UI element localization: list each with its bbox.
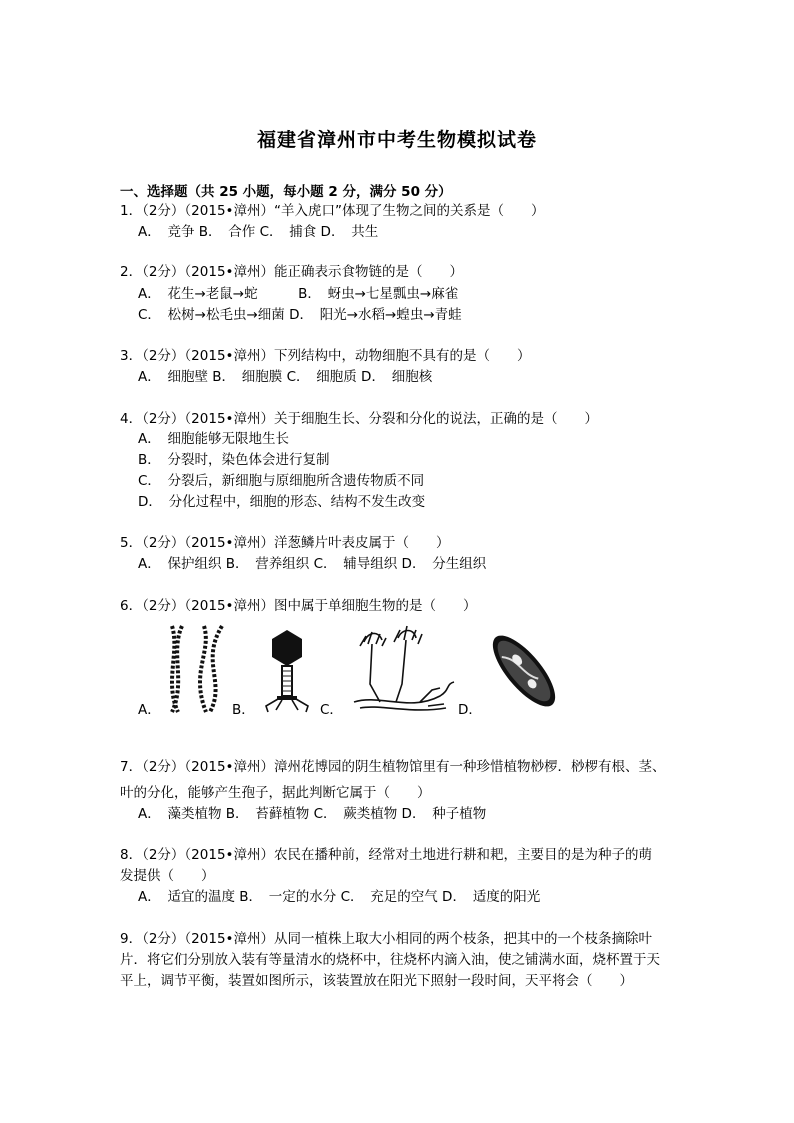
question-9-stem-line3: 平上，调节平衡，装置如图所示，该装置放在阳光下照射一段时间，天平将会（ ）	[120, 973, 633, 989]
figure-c-label: C．	[320, 702, 343, 718]
section-heading: 一、选择题（共 25 小题，每小题 2 分，满分 50 分）	[120, 184, 452, 200]
question-5-options: A． 保护组织 B． 营养组织 C． 辅导组织 D． 分生组织	[138, 556, 487, 572]
question-1-stem: 1．（2分）（2015•漳州）“羊入虎口”体现了生物之间的关系是（ ）	[120, 203, 545, 219]
question-4-option-b: B． 分裂时，染色体会进行复制	[138, 452, 330, 468]
question-5-stem: 5．（2分）（2015•漳州）洋葱鳞片叶表皮属于（ ）	[120, 535, 450, 551]
question-7-options: A． 藻类植物 B． 苔藓植物 C． 蕨类植物 D． 种子植物	[138, 806, 487, 822]
question-8-stem-line1: 8．（2分）（2015•漳州）农民在播种前，经常对土地进行耕和耙，主要目的是为种子的萌	[120, 847, 652, 863]
figure-a-dna-strands	[160, 622, 230, 716]
figure-d-label: D．	[458, 702, 482, 718]
question-4-option-d: D． 分化过程中，细胞的形态、结构不发生改变	[138, 494, 426, 510]
question-1-options: A． 竞争 B． 合作 C． 捕食 D． 共生	[138, 224, 379, 240]
question-4-option-c: C． 分裂后，新细胞与原细胞所含遗传物质不同	[138, 473, 425, 489]
figure-b-label: B．	[232, 702, 255, 718]
question-2-options-cd: C． 松树→松毛虫→细菌 D． 阳光→水稻→蝗虫→青蛙	[138, 307, 462, 323]
question-8-stem-line2: 发提供（ ）	[120, 868, 215, 884]
page-title: 福建省漳州市中考生物模拟试卷	[256, 129, 537, 151]
question-9-stem-line2: 片．将它们分别放入装有等量清水的烧杯中，往烧杯内滴入油，使之铺满水面，烧杯置于天	[120, 952, 660, 968]
figure-c-mold	[350, 624, 460, 716]
figure-d-paramecium	[486, 628, 562, 714]
figure-a-label: A．	[138, 702, 161, 718]
question-4-option-a: A． 细胞能够无限地生长	[138, 431, 289, 447]
question-8-options: A． 适宜的温度 B． 一定的水分 C． 充足的空气 D． 适度的阳光	[138, 889, 541, 905]
question-9-stem-line1: 9．（2分）（2015•漳州）从同一植株上取大小相同的两个枝条，把其中的一个枝条摘除叶	[120, 931, 652, 947]
question-6-stem: 6．（2分）（2015•漳州）图中属于单细胞生物的是（ ）	[120, 598, 477, 614]
question-2-stem: 2．（2分）（2015•漳州）能正确表示食物链的是（ ）	[120, 264, 463, 280]
question-4-stem: 4．（2分）（2015•漳州）关于细胞生长、分裂和分化的说法，正确的是（ ）	[120, 411, 598, 427]
figure-b-virus	[262, 626, 312, 714]
question-2-options-ab: A． 花生→老鼠→蛇 B． 蚜虫→七星瓢虫→麻雀	[138, 286, 459, 302]
question-7-stem-line2: 叶的分化，能够产生孢子，据此判断它属于（ ）	[120, 785, 431, 801]
question-7-stem-line1: 7．（2分）（2015•漳州）漳州花博园的阴生植物馆里有一种珍惜植物桫椤．桫椤有根、茎、	[120, 759, 666, 775]
question-3-options: A． 细胞壁 B． 细胞膜 C． 细胞质 D． 细胞核	[138, 369, 433, 385]
question-3-stem: 3．（2分）（2015•漳州）下列结构中，动物细胞不具有的是（ ）	[120, 348, 531, 364]
